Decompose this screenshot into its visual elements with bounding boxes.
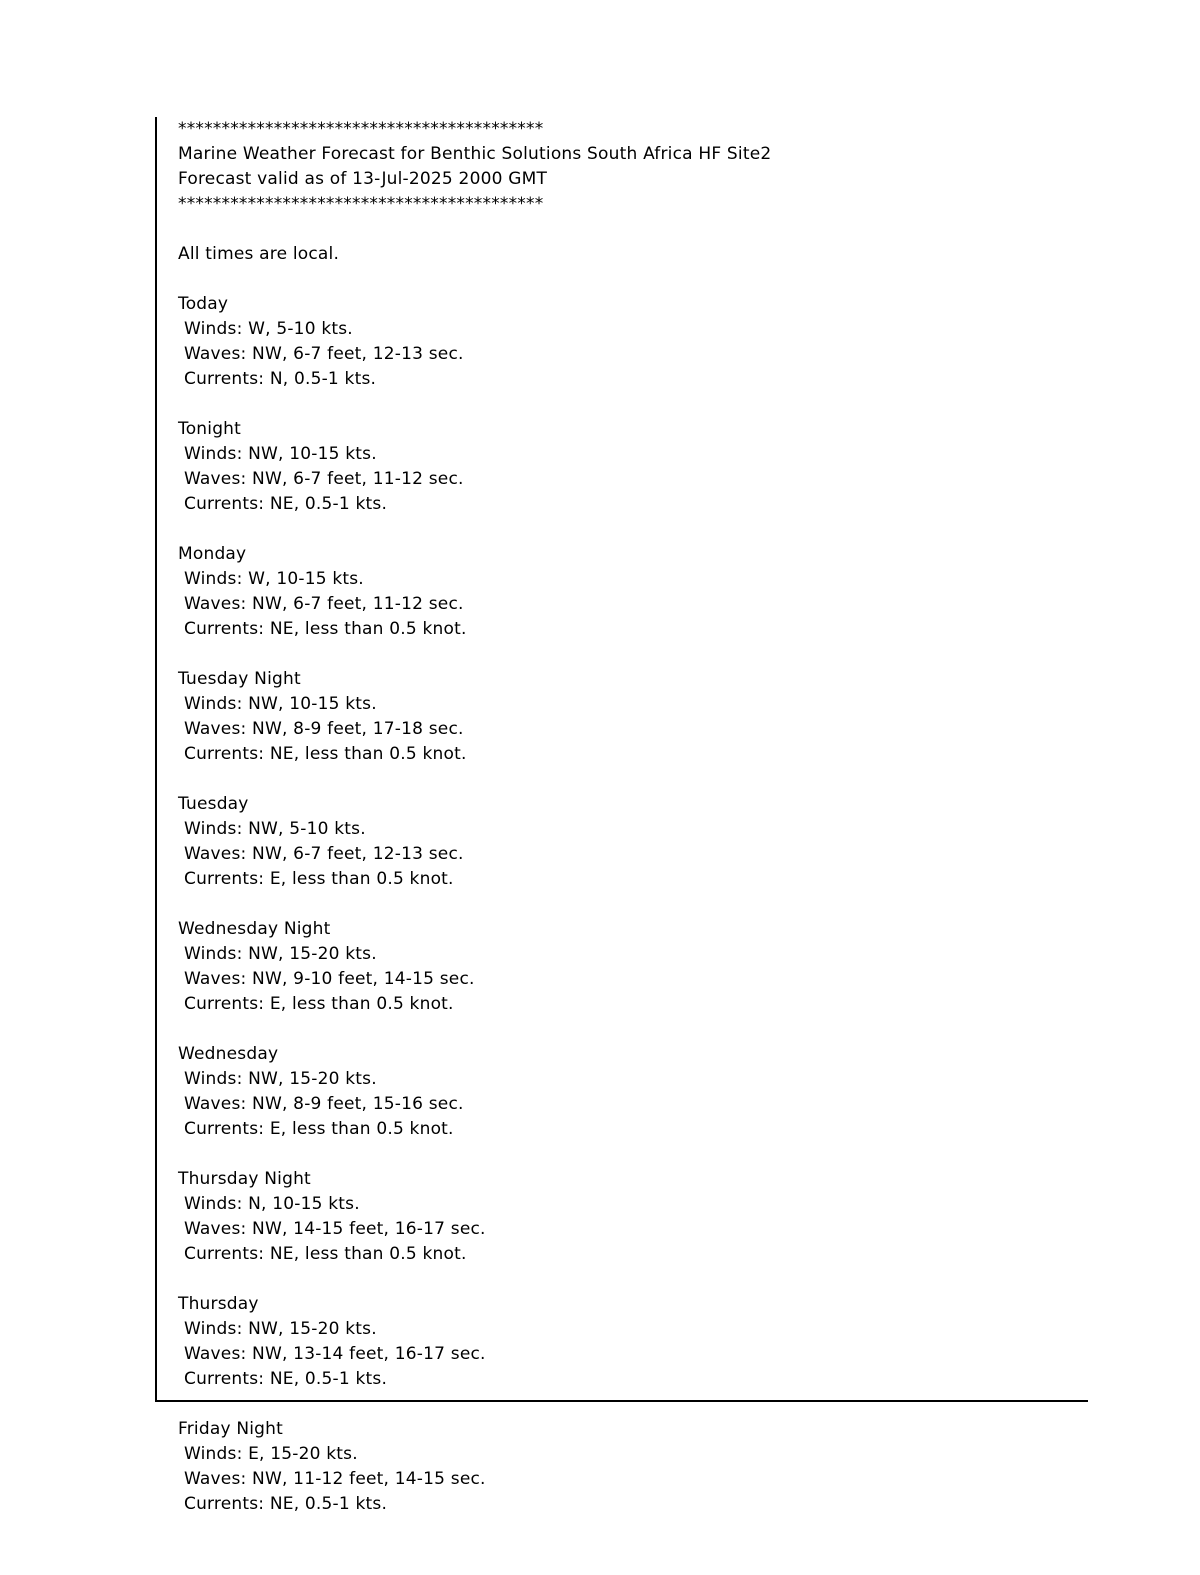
- blank-line: [178, 1017, 1078, 1042]
- period-heading: Tonight: [178, 419, 242, 439]
- winds-line: Winds: NW, 10-15 kts.: [184, 694, 377, 714]
- waves-line: Waves: NW, 9-10 feet, 14-15 sec.: [184, 969, 475, 989]
- waves-line: Waves: NW, 8-9 feet, 17-18 sec.: [184, 719, 464, 739]
- currents-line: Currents: NE, 0.5-1 kts.: [184, 1369, 388, 1389]
- period-heading: Thursday: [178, 1294, 259, 1314]
- period-heading: Thursday Night: [178, 1169, 311, 1189]
- currents-line: Currents: NE, 0.5-1 kts.: [184, 494, 388, 514]
- currents-line: Currents: E, less than 0.5 knot.: [184, 869, 454, 889]
- blank-line: [178, 892, 1078, 917]
- currents-line: Currents: E, less than 0.5 knot.: [184, 994, 454, 1014]
- forecast-section-today: [178, 292, 1078, 417]
- currents-line: Currents: NE, less than 0.5 knot.: [184, 619, 467, 639]
- blank-line: [178, 1392, 1078, 1417]
- currents-line: Currents: NE, 0.5-1 kts.: [184, 1494, 388, 1514]
- forecast-section-wednesday-night: [178, 917, 1078, 1042]
- blank-line: [178, 392, 1078, 417]
- forecast-section-tuesday-night: [178, 667, 1078, 792]
- winds-line: Winds: NW, 15-20 kts.: [184, 944, 377, 964]
- divider-top: ******************************************: [178, 119, 544, 139]
- waves-line: Waves: NW, 6-7 feet, 11-12 sec.: [184, 594, 464, 614]
- forecast-section-wednesday: [178, 1042, 1078, 1167]
- blank-line: [178, 1267, 1078, 1292]
- forecast-section-thursday: [178, 1292, 1078, 1417]
- winds-line: Winds: W, 5-10 kts.: [184, 319, 353, 339]
- waves-line: Waves: NW, 6-7 feet, 11-12 sec.: [184, 469, 464, 489]
- times-note: All times are local.: [178, 244, 340, 264]
- blank-line: [178, 517, 1078, 542]
- blank-line: [178, 217, 1078, 242]
- currents-line: Currents: N, 0.5-1 kts.: [184, 369, 377, 389]
- period-heading: Wednesday Night: [178, 919, 331, 939]
- winds-line: Winds: NW, 15-20 kts.: [184, 1319, 377, 1339]
- period-heading: Tuesday: [178, 794, 249, 814]
- period-heading: Today: [178, 294, 229, 314]
- waves-line: Waves: NW, 6-7 feet, 12-13 sec.: [184, 344, 464, 364]
- currents-line: Currents: E, less than 0.5 knot.: [184, 1119, 454, 1139]
- winds-line: Winds: NW, 10-15 kts.: [184, 444, 377, 464]
- forecast-section-monday: [178, 542, 1078, 667]
- blank-line: [178, 642, 1078, 667]
- currents-line: Currents: NE, less than 0.5 knot.: [184, 1244, 467, 1264]
- waves-line: Waves: NW, 14-15 feet, 16-17 sec.: [184, 1219, 486, 1239]
- currents-line: Currents: NE, less than 0.5 knot.: [184, 744, 467, 764]
- forecast-section-tuesday: [178, 792, 1078, 917]
- forecast-section-tonight: [178, 417, 1078, 542]
- forecast-section-thursday-night: [178, 1167, 1078, 1292]
- period-heading: Wednesday: [178, 1044, 279, 1064]
- blank-line: [178, 1142, 1078, 1167]
- period-heading: Monday: [178, 544, 247, 564]
- winds-line: Winds: NW, 15-20 kts.: [184, 1069, 377, 1089]
- report-title: Marine Weather Forecast for Benthic Solutions South Africa HF Site2: [178, 144, 772, 164]
- blank-line: [178, 767, 1078, 792]
- winds-line: Winds: W, 10-15 kts.: [184, 569, 364, 589]
- period-heading: Tuesday Night: [178, 669, 301, 689]
- winds-line: Winds: NW, 5-10 kts.: [184, 819, 366, 839]
- forecast-document: [178, 117, 1078, 1517]
- blank-line: [178, 267, 1078, 292]
- forecast-section-friday-night: [178, 1417, 1078, 1517]
- winds-line: Winds: E, 15-20 kts.: [184, 1444, 358, 1464]
- waves-line: Waves: NW, 6-7 feet, 12-13 sec.: [184, 844, 464, 864]
- waves-line: Waves: NW, 11-12 feet, 14-15 sec.: [184, 1469, 486, 1489]
- period-heading: Friday Night: [178, 1419, 283, 1439]
- winds-line: Winds: N, 10-15 kts.: [184, 1194, 360, 1214]
- divider-bottom: ******************************************: [178, 194, 544, 214]
- waves-line: Waves: NW, 8-9 feet, 15-16 sec.: [184, 1094, 464, 1114]
- report-validity: Forecast valid as of 13-Jul-2025 2000 GMT: [178, 169, 548, 189]
- waves-line: Waves: NW, 13-14 feet, 16-17 sec.: [184, 1344, 486, 1364]
